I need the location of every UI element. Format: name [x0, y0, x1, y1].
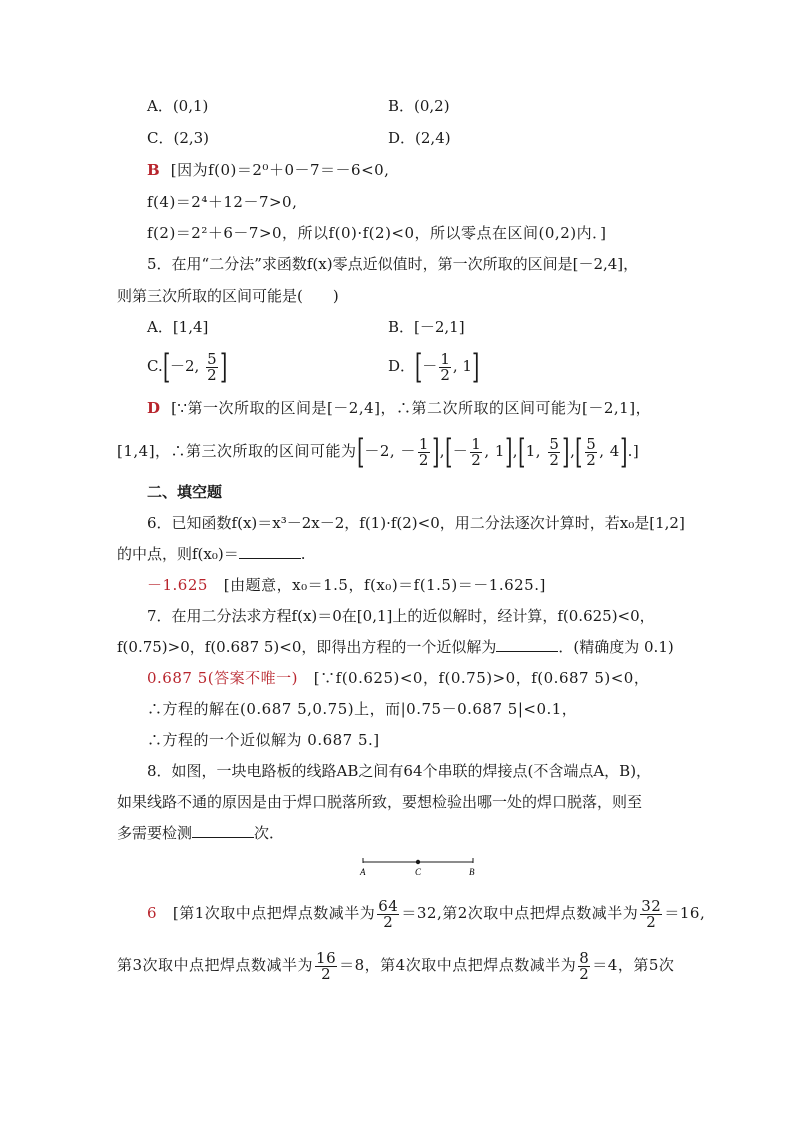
q8-d3: 2 [321, 964, 332, 983]
q5-f4-den: 2 [586, 450, 597, 469]
q4-option-c: C．(2,3) [147, 129, 210, 147]
q5-option-c: C.[－2, $\frac{5}{2}$ ] [147, 347, 227, 387]
q4-option-d: D．(2,4) [388, 129, 451, 147]
q8-frac-2 [640, 896, 662, 931]
q5-interval1-left: －2, [364, 442, 396, 460]
label-b: B [469, 867, 475, 877]
q8-d4: 2 [579, 964, 590, 983]
label-c: C [415, 867, 422, 877]
q8-d2: 2 [646, 912, 657, 931]
q5-d-num: 1 [440, 349, 450, 368]
q5-f2-num: 1 [471, 434, 482, 453]
q6-stem-line-2 [117, 544, 306, 564]
q7-stem-line-2 [117, 637, 674, 657]
q8-answer: 6 [147, 904, 158, 922]
q5-option-a: A．[1,4] [147, 318, 209, 336]
q5-solution-line-1 [147, 398, 651, 418]
q6-solution-text: [由题意，x₀＝1.5，f(x₀)＝f(1.5)＝－1.625.] [223, 576, 546, 594]
label-a: A [360, 867, 366, 877]
q7-stem-line-1: 7．在用二分法求方程f(x)＝0在[0,1]上的近似解时，经计算，f(0.625)<0， [147, 607, 655, 625]
q5-stem-line-1: 5．在用“二分法”求函数f(x)零点近似值时，第一次所取的区间是[－2,4]， [147, 255, 639, 273]
q8-stem-line-1: 8．如图，一块电路板的线路AB之间有64个串联的焊接点(不含端点A，B)， [147, 762, 652, 780]
q8-result-1: ＝32,第2次取中点把焊点数减半为 [401, 904, 639, 922]
q8-n4: 8 [579, 948, 590, 967]
q8-solution-text-1: [第1次取中点把焊点数减半为 [172, 904, 376, 922]
q5-option-d-label: D． [388, 357, 416, 375]
q5-c-num: 5 [207, 349, 217, 368]
q7-stem-end: ．(精确度为 0.1) [558, 638, 674, 656]
q8-solution-text-2: 第3次取中点把焊点数减半为 [117, 956, 314, 974]
q8-stem-line-2: 如果线路不通的原因是由于焊口脱落所致，要想检验出哪一处的焊口脱落，则至 [117, 793, 643, 811]
q7-answer-blank [496, 637, 558, 652]
q5-c-den: 2 [207, 365, 217, 384]
q8-n1: 64 [378, 896, 399, 915]
q5-f1-num: 1 [418, 434, 429, 453]
q8-solution-line-1 [147, 893, 705, 933]
q5-answer: D [147, 399, 161, 417]
q8-stem-end: 次． [254, 824, 285, 842]
q6-stem-text: 的中点，则f(x₀)＝ [117, 545, 239, 563]
q7-answer-note: (答案不唯一) [207, 669, 298, 687]
q6-answer: －1.625 [147, 576, 208, 594]
q7-answer: 0.687 5 [147, 669, 208, 687]
q6-answer-blank [239, 544, 301, 559]
q7-stem-text: f(0.75)>0，f(0.687 5)<0，即得出方程的一个近似解为 [117, 638, 497, 656]
q6-stem-end: . [300, 545, 306, 563]
q5-interval3-left: 1 [525, 442, 536, 460]
q8-n2: 32 [641, 896, 662, 915]
q5-option-c-fraction [206, 349, 218, 384]
q5-f3-num: 5 [549, 434, 560, 453]
q5-d-den: 2 [440, 365, 450, 384]
q7-solution-line-3: ∴方程的一个近似解为 0.687 5.] [147, 731, 380, 749]
q8-result-2: ＝16, [664, 904, 706, 922]
q4-solution-text-1: [因为f(0)＝2⁰＋0－7＝－6<0, [170, 161, 390, 179]
q4-answer: B [147, 161, 161, 179]
q6-stem-line-1: 6．已知函数f(x)＝x³－2x－2，f(1)·f(2)<0，用二分法逐次计算时，若x₀是[1,2] [147, 514, 685, 532]
q7-solution-text-1: [∵f(0.625)<0，f(0.75)>0，f(0.687 5)<0， [313, 669, 650, 687]
q5-interval4-right: 4 [609, 442, 620, 460]
circuit-figure [355, 854, 485, 880]
q8-result-3: ＝8，第4次取中点把焊点数减半为 [339, 956, 577, 974]
q5-solution-end: .] [627, 442, 640, 460]
q8-d1: 2 [383, 912, 394, 931]
q6-solution [147, 575, 546, 595]
q5-option-d-minus: － [422, 357, 438, 375]
q4-option-a: A．(0,1) [147, 97, 209, 115]
q5-interval4-frac [585, 434, 597, 469]
q8-frac-1 [377, 896, 399, 931]
section-title: 二、填空题 [147, 483, 223, 501]
q7-solution-line-2: ∴方程的解在(0.687 5,0.75)上，而|0.75－0.687 5|<0.1， [147, 700, 578, 718]
q8-result-4: ＝4，第5次 [592, 956, 675, 974]
q5-option-d: D．[－ $\frac{1}{2}$ , 1] [388, 347, 480, 387]
q8-solution-line-2 [117, 945, 674, 985]
q5-option-d-fraction [439, 349, 451, 384]
q5-option-b: B．[－2,1] [388, 318, 465, 336]
q4-solution-line-1 [147, 160, 389, 180]
q5-stem-line-2: 则第三次所取的区间可能是( ) [117, 287, 339, 305]
q8-answer-blank [192, 823, 254, 838]
q5-f1-den: 2 [418, 450, 429, 469]
q4-solution-line-3: f(2)＝2²＋6－7>0，所以f(0)·f(2)<0，所以零点在区间(0,2)内．] [147, 224, 607, 242]
q8-stem-text: 多需要检测 [117, 824, 193, 842]
q5-interval1-frac [418, 434, 430, 469]
q5-interval2-right: 1 [494, 442, 505, 460]
q5-solution-text-1: [∵第一次所取的区间是[－2,4]，∴第二次所取的区间可能为[－2,1]， [171, 399, 652, 417]
q5-option-c-label: C. [147, 357, 163, 375]
q8-n3: 16 [316, 948, 337, 967]
q4-solution-line-2: f(4)＝2⁴＋12－7>0, [147, 193, 298, 211]
q5-interval3-frac [548, 434, 560, 469]
q5-solution-text-2: [1,4]，∴第三次所取的区间可能为 [117, 442, 357, 460]
q8-stem-line-3 [117, 823, 284, 843]
q5-f2-den: 2 [471, 450, 482, 469]
q8-frac-3 [315, 948, 337, 983]
q5-option-c-left: －2, [169, 357, 200, 375]
q5-interval2-frac [470, 434, 482, 469]
point-c-dot [416, 860, 420, 864]
q8-frac-4 [578, 948, 590, 983]
q5-f3-den: 2 [549, 450, 560, 469]
q4-option-b: B．(0,2) [388, 97, 450, 115]
q5-option-d-right: , 1 [452, 357, 472, 375]
q5-f4-num: 5 [586, 434, 597, 453]
q7-solution-line-1 [147, 668, 649, 688]
q5-solution-line-2: [1,4]，∴第三次所取的区间可能为[－2, － $\frac{1}{2}$ ],[－ $\frac{1}{2}$ , 1],[1, $\frac{5}{2}$ ],[ $\frac{5}{2}$ , 4].] [117, 432, 640, 472]
